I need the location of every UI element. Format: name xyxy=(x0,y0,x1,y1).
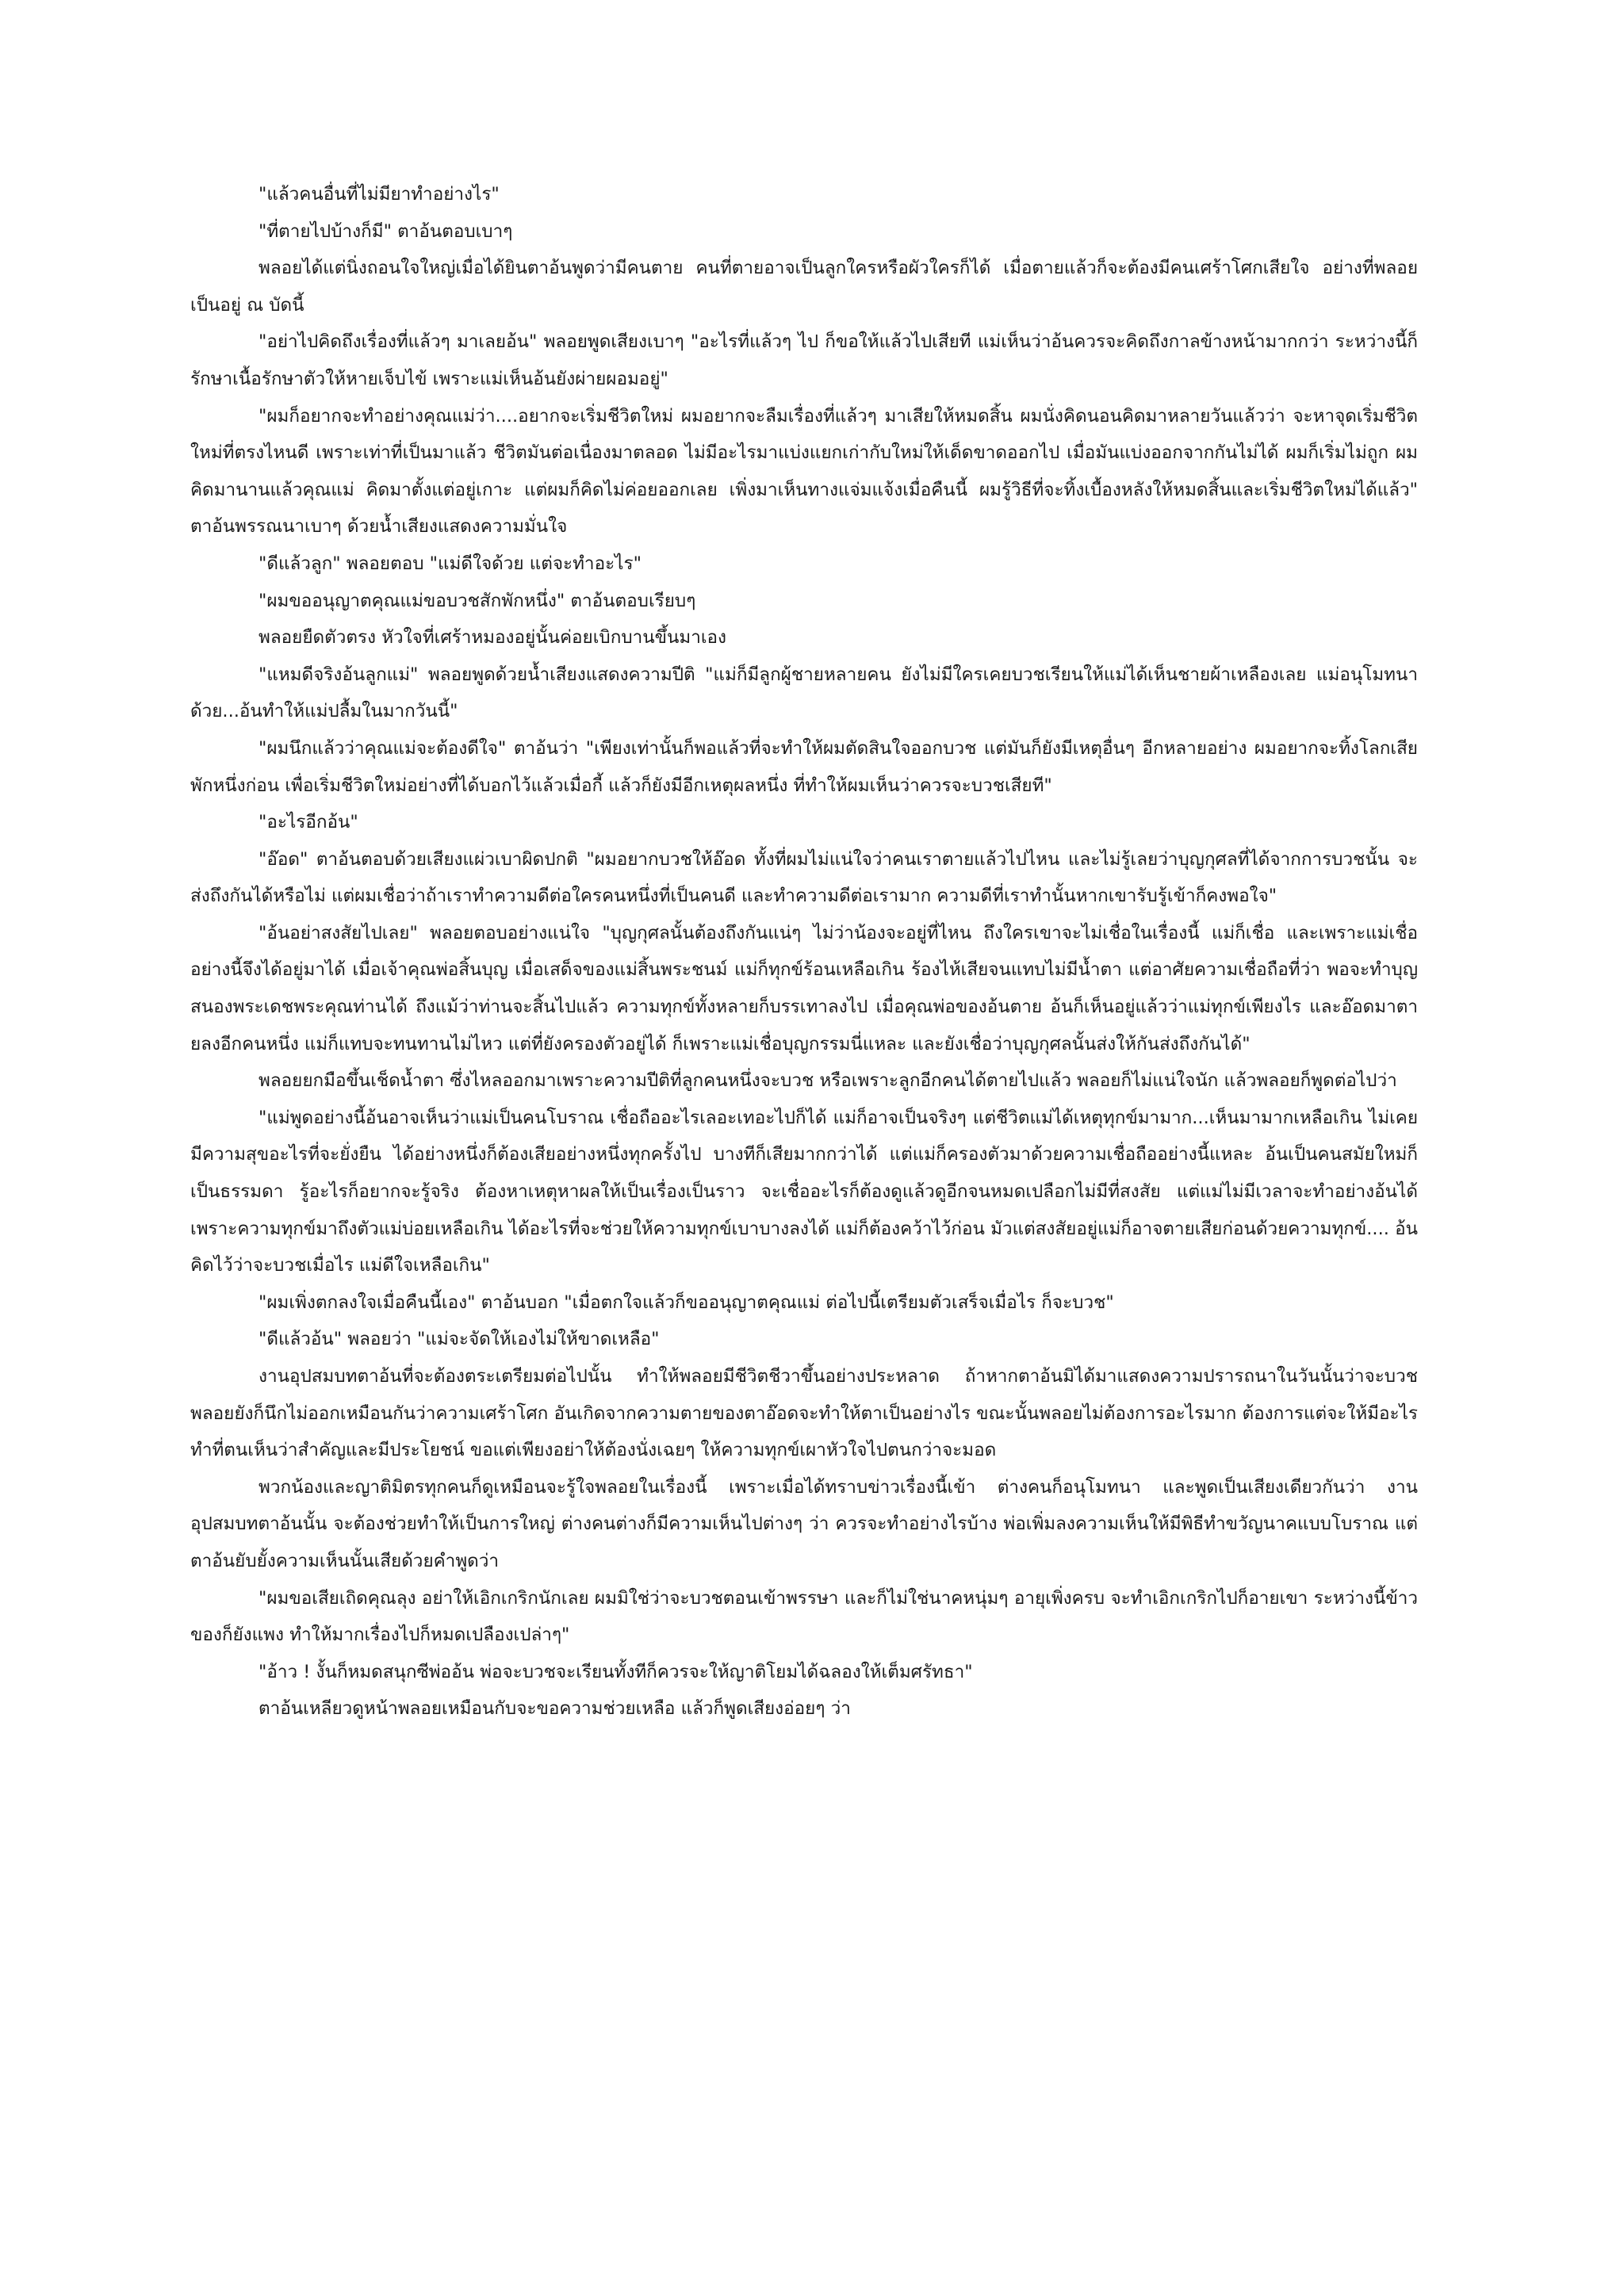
paragraph-13: "อ้นอย่าสงสัยไปเลย" พลอยตอบอย่างแน่ใจ "บุญกุศลนั้นต้องถึงกันแน่ๆ ไม่ว่าน้องจะอยู่ที่ไหน ถึงใครเขาจะไม่เชื่อในเรื่องนี้ แม่ก็เชื่อ และเพราะแม่เชื่ออย่างนี้จึงได้อยู่มาได้ เมื่อเจ้าคุณพ่อสิ้นบุญ เมื่อเสด็จของแม่สิ้นพระชนม์ แม่ก็ทุกข์ร้อนเหลือเกิน ร้องไห้เสียจนแทบไม่มีน้ำตา แต่อาศัยความเชื่อถือที่ว่า พอจะทำบุญสนองพระเดชพระคุณท่านได้ ถึงแม้ว่าท่านจะสิ้นไปแล้ว ความทุกข์ทั้งหลายก็บรรเทาลงไป เมื่อคุณพ่อของอ้นตาย อ้นก็เห็นอยู่แล้วว่าแม่ทุกข์เพียงไร และอ๊อดมาตายลงอีกคนหนึ่ง แม่ก็แทบจะทนทานไม่ไหว แต่ที่ยังครองตัวอยู่ได้ ก็เพราะแม่เชื่อบุญกรรมนี่แหละ และยังเชื่อว่าบุญกุศลนั้นส่งให้กันส่งถึงกันได้" xyxy=(190,922,1418,1054)
paragraph-12: "อ๊อด" ตาอ้นตอบด้วยเสียงแผ่วเบาผิดปกติ "ผมอยากบวชให้อ๊อด ทั้งที่ผมไม่แน่ใจว่าคนเราตายแล้วไปไหน และไม่รู้เลยว่าบุญกุศลที่ได้จากการบวชนั้น จะส่งถึงกันได้หรือไม่ แต่ผมเชื่อว่าถ้าเราทำความดีต่อใครคนหนึ่งที่เป็นคนดี และทำความดีต่อเรามาก ความดีที่เราทำนั้นหากเขารับรู้เข้าก็คงพอใจ" xyxy=(190,848,1418,907)
paragraph-16: "ผมเพิ่งตกลงใจเมื่อคืนนี้เอง" ตาอ้นบอก "เมื่อตกใจแล้วก็ขออนุญาตคุณแม่ ต่อไปนี้เตรียมตัวเสร็จเมื่อไร ก็จะบวช" xyxy=(259,1292,1114,1313)
paragraph-11: "อะไรอีกอ้น" xyxy=(259,812,358,833)
paragraph-5: "ผมก็อยากจะทำอย่างคุณแม่ว่า....อยากจะเริ่มชีวิตใหม่ ผมอยากจะลืมเรื่องที่แล้วๆ มาเสียให้หมดสิ้น ผมนั่งคิดนอนคิดมาหลายวันแล้วว่า จะหาจุดเริ่มชีวิตใหม่ที่ตรงไหนดี เพราะเท่าที่เป็นมาแล้ว ชีวิตมันต่อเนื่องมาตลอด ไม่มีอะไรมาแบ่งแยกเก่ากับใหม่ให้เด็ดขาดออกไป เมื่อมันแบ่งออกจากกันไม่ได้ ผมก็เริ่มไม่ถูก ผมคิดมานานแล้วคุณแม่ คิดมาตั้งแต่อยู่เกาะ แต่ผมก็คิดไม่ค่อยออกเลย เพิ่งมาเห็นทางแจ่มแจ้งเมื่อคืนนี้ ผมรู้วิธีที่จะทิ้งเบื้องหลังให้หมดสิ้นและเริ่มชีวิตใหม่ได้แล้ว" ตาอ้นพรรณนาเบาๆ ด้วยน้ำเสียงแสดงความมั่นใจ xyxy=(190,405,1418,538)
paragraph-6: "ดีแล้วลูก" พลอยตอบ "แม่ดีใจด้วย แต่จะทำอะไร" xyxy=(259,553,642,574)
paragraph-19: พวกน้องและญาติมิตรทุกคนก็ดูเหมือนจะรู้ใจพลอยในเรื่องนี้ เพราะเมื่อได้ทราบข่าวเรื่องนี้เข้า ต่างคนก็อนุโมทนา และพูดเป็นเสียงเดียวกันว่า งานอุปสมบทตาอ้นนั้น จะต้องช่วยทำให้เป็นการใหญ่ ต่างคนต่างก็มีความเห็นไปต่างๆ ว่า ควรจะทำอย่างไรบ้าง พ่อเพิ่มลงความเห็นให้มีพิธีทำขวัญนาคแบบโบราณ แต่ตาอ้นยับยั้งความเห็นนั้นเสียด้วยคำพูดว่า xyxy=(190,1476,1418,1571)
paragraph-10: "ผมนึกแล้วว่าคุณแม่จะต้องดีใจ" ตาอ้นว่า "เพียงเท่านั้นก็พอแล้วที่จะทำให้ผมตัดสินใจออกบวช แต่มันก็ยังมีเหตุอื่นๆ อีกหลายอย่าง ผมอยากจะทิ้งโลกเสียพักหนึ่งก่อน เพื่อเริ่มชีวิตใหม่อย่างที่ได้บอกไว้แล้วเมื่อกี้ แล้วก็ยังมีอีกเหตุผลหนึ่ง ที่ทำให้ผมเห็นว่าควรจะบวชเสียที" xyxy=(190,737,1418,796)
paragraph-2: "ที่ตายไปบ้างก็มี" ตาอ้นตอบเบาๆ xyxy=(259,220,513,242)
paragraph-8: พลอยยืดตัวตรง หัวใจที่เศร้าหมองอยู่นั้นค่อยเบิกบานขึ้นมาเอง xyxy=(259,627,727,649)
paragraph-14: พลอยยกมือขึ้นเช็ดน้ำตา ซึ่งไหลออกมาเพราะความปีติที่ลูกคนหนึ่งจะบวช หรือเพราะลูกอีกคนได้ตายไปแล้ว พลอยก็ไม่แน่ใจนัก แล้วพลอยก็พูดต่อไปว่า xyxy=(259,1070,1397,1092)
paragraph-4: "อย่าไปคิดถึงเรื่องที่แล้วๆ มาเลยอ้น" พลอยพูดเสียงเบาๆ "อะไรที่แล้วๆ ไป ก็ขอให้แล้วไปเสียที แม่เห็นว่าอ้นควรจะคิดถึงกาลข้างหน้ามากกว่า ระหว่างนี้ก็รักษาเนื้อรักษาตัวให้หายเจ็บไข้ เพราะแม่เห็นอ้นยังผ่ายผอมอยู่" xyxy=(190,331,1418,389)
document-body xyxy=(190,176,1418,1728)
paragraph-15: "แม่พูดอย่างนี้อ้นอาจเห็นว่าแม่เป็นคนโบราณ เชื่อถืออะไรเลอะเทอะไปก็ได้ แม่ก็อาจเป็นจริงๆ แต่ชีวิตแม่ได้เหตุทุกข์มามาก...เห็นมามากเหลือเกิน ไม่เคยมีความสุขอะไรที่จะยั่งยืน ได้อย่างหนึ่งก็ต้องเสียอย่างหนึ่งทุกครั้งไป บางทีก็เสียมากกว่าได้ แต่แม่ก็ครองตัวมาด้วยความเชื่อถืออย่างนี้แหละ อ้นเป็นคนสมัยใหม่ก็เป็นธรรมดา รู้อะไรก็อยากจะรู้จริง ต้องหาเหตุหาผลให้เป็นเรื่องเป็นราว จะเชื่ออะไรก็ต้องดูแล้วดูอีกจนหมดเปลือกไม่มีที่สงสัย แต่แม่ไม่มีเวลาจะทำอย่างอ้นได้ เพราะความทุกข์มาถึงตัวแม่บ่อยเหลือเกิน ได้อะไรที่จะช่วยให้ความทุกข์เบาบางลงได้ แม่ก็ต้องคว้าไว้ก่อน มัวแต่สงสัยอยู่แม่ก็อาจตายเสียก่อนด้วยความทุกข์.... อ้นคิดไว้ว่าจะบวชเมื่อไร แม่ดีใจเหลือเกิน" xyxy=(190,1107,1418,1276)
paragraph-9: "แหมดีจริงอ้นลูกแม่" พลอยพูดด้วยน้ำเสียงแสดงความปีติ "แม่ก็มีลูกผู้ชายหลายคน ยังไม่มีใครเคยบวชเรียนให้แม่ได้เห็นชายผ้าเหลืองเลย แม่อนุโมทนาด้วย...อ้นทำให้แม่ปลื้มในมากวันนี้" xyxy=(190,664,1418,722)
paragraph-17: "ดีแล้วอ้น" พลอยว่า "แม่จะจัดให้เองไม่ให้ขาดเหลือ" xyxy=(259,1329,660,1350)
paragraph-18: งานอุปสมบทตาอ้นที่จะต้องตระเตรียมต่อไปนั้น ทำให้พลอยมีชีวิตชีวาขึ้นอย่างประหลาด ถ้าหากตาอ้นมิได้มาแสดงความปรารถนาในวันนั้นว่าจะบวช พลอยยังก็นึกไม่ออกเหมือนกันว่าความเศร้าโศก อันเกิดจากความตายของตาอ๊อดจะทำให้ตาเป็นอย่างไร ขณะนั้นพลอยไม่ต้องการอะไรมาก ต้องการแต่จะให้มีอะไรทำที่ตนเห็นว่าสำคัญและมีประโยชน์ ขอแต่เพียงอย่าให้ต้องนั่งเฉยๆ ให้ความทุกข์เผาหัวใจไปตนกว่าจะมอด xyxy=(190,1366,1418,1461)
paragraph-21: "อ้าว ! งั้นก็หมดสนุกซีพ่ออ้น พ่อจะบวชจะเรียนทั้งทีก็ควรจะให้ญาติโยมได้ฉลองให้เต็มศรัทธา" xyxy=(259,1661,973,1682)
paragraph-7: "ผมขออนุญาตคุณแม่ขอบวชสักพักหนึ่ง" ตาอ้นตอบเรียบๆ xyxy=(259,590,696,611)
paragraph-22: ตาอ้นเหลียวดูหน้าพลอยเหมือนกับจะขอความช่วยเหลือ แล้วก็พูดเสียงอ่อยๆ ว่า xyxy=(259,1698,851,1720)
paragraph-1: "แล้วคนอื่นที่ไม่มียาทำอย่างไร" xyxy=(259,184,500,205)
paragraph-3: พลอยได้แต่นิ่งถอนใจใหญ่เมื่อได้ยินตาอ้นพูดว่ามีคนตาย คนที่ตายอาจเป็นลูกใครหรือผัวใครก็ได้ เมื่อตายแล้วก็จะต้องมีคนเศร้าโศกเสียใจ อย่างที่พลอยเป็นอยู่ ณ บัดนี้ xyxy=(190,258,1418,316)
paragraph-20: "ผมขอเสียเถิดคุณลุง อย่าให้เอิกเกริกนักเลย ผมมิใช่ว่าจะบวชตอนเข้าพรรษา และก็ไม่ใช่นาคหนุ่มๆ อายุเพิ่งครบ จะทำเอิกเกริกไปก็อายเขา ระหว่างนี้ข้าวของก็ยังแพง ทำให้มากเรื่องไปก็หมดเปลืองเปล่าๆ" xyxy=(190,1587,1418,1646)
